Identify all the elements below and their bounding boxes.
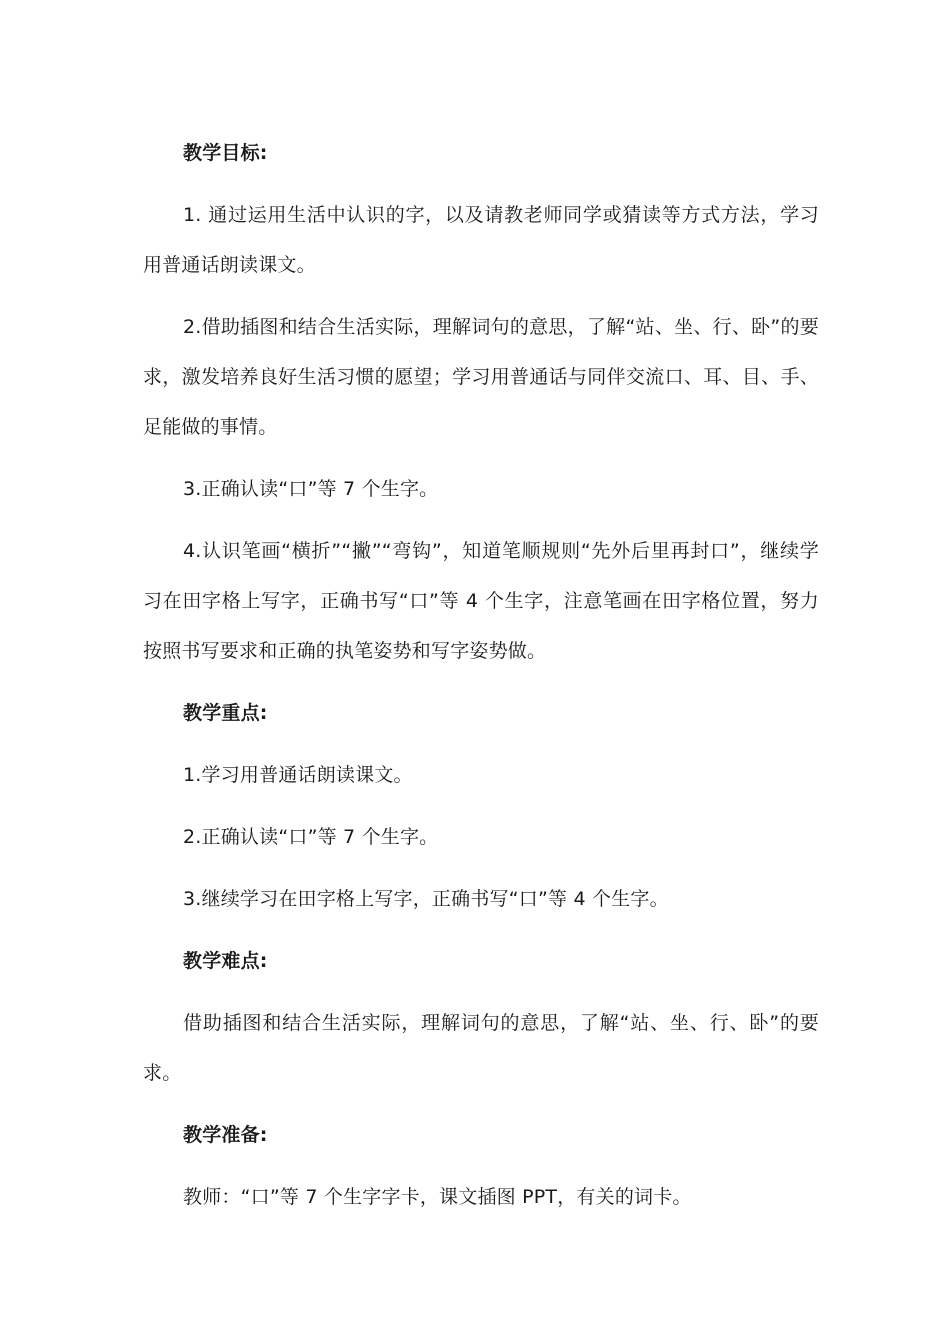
key-point-item-2: 2.正确认读“口”等 7 个生字。 xyxy=(183,826,439,848)
preparation-heading: 教学准备: xyxy=(183,1124,268,1146)
preparation-item-1: 教师：“口”等 7 个生字字卡，课文插图 PPT，有关的词卡。 xyxy=(183,1186,692,1208)
objective-item-1: 1. 通过运用生活中认识的字，以及请教老师同学或猜读等方式方法，学习用普通话朗读课文。 xyxy=(143,204,819,276)
difficulties-heading: 教学难点: xyxy=(183,950,268,972)
key-point-item-3: 3.继续学习在田字格上写字，正确书写“口”等 4 个生字。 xyxy=(183,888,669,910)
lesson-plan-content xyxy=(143,128,819,1222)
objective-item-2: 2.借助插图和结合生活实际，理解词句的意思，了解“站、坐、行、卧”的要求，激发培养良好生活习惯的愿望；学习用普通话与同伴交流口、耳、目、手、足能做的事情。 xyxy=(143,316,819,438)
objective-item-4: 4.认识笔画“横折”“撇”“弯钩”，知道笔顺规则“先外后里再封口”，继续学习在田字格上写字，正确书写“口”等 4 个生字，注意笔画在田字格位置，努力按照书写要求和正确的执笔姿势和写字姿势做。 xyxy=(143,540,819,662)
difficulty-item-1: 借助插图和结合生活实际，理解词句的意思，了解“站、坐、行、卧”的要求。 xyxy=(143,1012,819,1084)
key-points-heading: 教学重点: xyxy=(183,702,268,724)
objective-item-3: 3.正确认读“口”等 7 个生字。 xyxy=(183,478,439,500)
objectives-heading: 教学目标: xyxy=(183,142,268,164)
key-point-item-1: 1.学习用普通话朗读课文。 xyxy=(183,764,413,786)
